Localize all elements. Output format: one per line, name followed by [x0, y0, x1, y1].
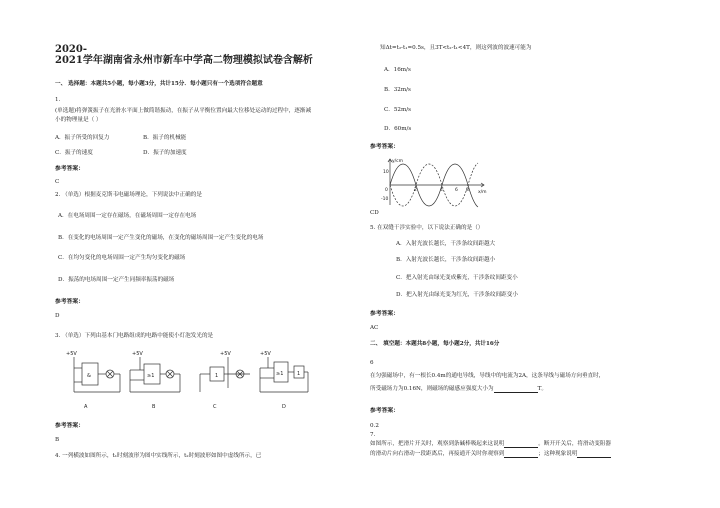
- q7-blank-1: [504, 441, 538, 448]
- q6-line2: 所受磁场力为0.16N，则磁场的磁感应强度大小为: [370, 386, 494, 392]
- q2-option-c: C．在均匀变化的电场周围一定产生均匀变化的磁场: [58, 255, 186, 261]
- circuit-d-gate2: 1: [297, 371, 301, 377]
- graph-origin: 0: [385, 188, 388, 193]
- circuit-a: [74, 357, 120, 392]
- q7-blank-3: [577, 451, 611, 458]
- q7-line2: 的滑动片向右滑动一段距离后，再接通开关时你观察到: [370, 451, 505, 457]
- q5-option-b: B．入射光波长越长，干涉条纹间距越小: [396, 257, 496, 263]
- circuit-c-letter: C: [213, 404, 217, 410]
- q1-option-b: B．振子的机械能: [143, 135, 187, 141]
- q4-stem-continued: 知Δt=t₂-t₁=0.5s，且3T<t₂-t₁<4T，则这列波的波速可能为: [380, 45, 532, 51]
- q5-option-a: A．入射光波长越长，干涉条纹间距越大: [396, 241, 496, 247]
- q3-reference-label: 参考答案：: [55, 423, 84, 429]
- q3-circuit-diagrams: [60, 344, 310, 410]
- q5-reference-label: 参考答案：: [370, 311, 399, 317]
- q2-option-a: A．在电场周围一定存在磁场，在磁场周围一定存在电场: [58, 213, 197, 219]
- q2-reference-label: 参考答案：: [55, 299, 84, 305]
- section1-heading: 一、 选择题：本题共5小题，每小题3分，共计15分．每小题只有一个选项符合题意: [55, 81, 263, 87]
- q1-option-c: C．振子的速度: [55, 150, 93, 156]
- q4-stem: 4. 一列横波如图所示，t₁时刻波形为图中实线所示，t₂时刻波形如图中虚线所示，已: [55, 453, 262, 459]
- q6-line2-wrap: [370, 385, 547, 393]
- q1-option-a: A．振子所受的回复力: [55, 135, 110, 141]
- q2-stem: 2. （单选）根据麦克斯韦电磁场理论，下列说法中正确的是: [55, 192, 202, 198]
- circuit-b-gate: ≥1: [147, 373, 155, 379]
- q6-number: 6: [370, 360, 374, 366]
- circuit-d-letter: D: [282, 404, 286, 410]
- q2-option-d: D．振荡的电场周围一定产生同频率振荡的磁场: [58, 277, 175, 283]
- graph-y-pos: 10: [383, 170, 389, 175]
- q7-line1b: 。断开开关后，将滑动变阻器: [538, 441, 611, 447]
- q2-option-b: B．在变化的电场周围一定产生变化的磁场，在变化的磁场周围一定产生变化的电场: [58, 235, 264, 241]
- circuit-a-supply: +5V: [66, 351, 77, 357]
- graph-y-neg: -10: [381, 197, 389, 202]
- q6-line1: 在匀强磁场中，有一根长0.4m的通电导线，导线中的电流为2A，这条导线与磁场方向垂直时，: [370, 373, 605, 379]
- q2-answer: D: [55, 313, 60, 319]
- graph-xtick: 6: [455, 188, 458, 193]
- q6-answer: 0.2: [370, 423, 379, 429]
- q1-option-d: D．振子的加速度: [143, 150, 187, 156]
- q5-option-d: D．把入射光由绿光变为红光，干涉条纹间距变小: [396, 292, 518, 298]
- graph-xtick: 2: [414, 188, 417, 193]
- doc-title-line1: 2020-: [55, 44, 87, 55]
- q1-stem-line1: (单选题)将弹簧振子在光滑水平面上做简谐振动，在振子从平衡位置向最大位移处运动的过程中，逐渐减: [55, 108, 312, 114]
- circuit-c: [200, 357, 250, 392]
- q4-option-a: A．16m/s: [384, 67, 411, 73]
- q1-answer: C: [55, 179, 60, 185]
- q7-line1: 如图所示，把滑片开关时，观察到条碱棒吸起来这说明: [370, 441, 505, 447]
- circuit-c-supply: +5V: [220, 351, 231, 357]
- q4-option-d: D．60m/s: [384, 126, 412, 132]
- q4-answer: CD: [370, 210, 379, 216]
- q1-reference-label: 参考答案：: [55, 166, 84, 172]
- q5-option-c: C．把入射光由绿光变成紫光，干涉条纹间距变小: [396, 275, 518, 281]
- circuit-c-gate: 1: [215, 373, 219, 379]
- circuit-d: [260, 357, 308, 392]
- q7-line1-wrap: [370, 440, 611, 448]
- q4-option-b: B．32m/s: [384, 87, 411, 93]
- solid-wave: [390, 164, 478, 207]
- circuit-a-gate: &: [87, 373, 91, 379]
- doc-title-line2: 2021学年湖南省永州市新车中学高二物理模拟试卷含解析: [55, 55, 313, 66]
- graph-xtick: 4: [440, 188, 443, 193]
- dashed-wave: [390, 163, 478, 206]
- q7-blank-2: [504, 451, 538, 458]
- circuit-d-gate1: ≥1: [276, 371, 284, 377]
- circuit-b: [130, 357, 180, 392]
- graph-ylabel: y/cm: [392, 159, 404, 164]
- q6-unit: T。: [537, 386, 547, 392]
- q4-wave-graph: [380, 155, 490, 211]
- q6-reference-label: 参考答案：: [370, 408, 399, 414]
- q4-reference-label: 参考答案：: [370, 144, 399, 150]
- section2-heading: 二、 填空题：本题共8小题，每小题2分，共计16分: [370, 341, 500, 347]
- circuit-a-letter: A: [84, 404, 88, 410]
- q3-stem: 3. （单选）下列由基本门电路组成的电路中能使小灯泡发光的是: [55, 333, 214, 339]
- q6-blank: [494, 386, 538, 393]
- q1-stem-line2: 小的物理量是（ ）: [55, 117, 102, 123]
- graph-xlabel: x/m: [478, 190, 487, 195]
- q7-number: 7.: [370, 432, 376, 438]
- q5-answer: AC: [370, 325, 379, 331]
- circuit-b-supply: +5V: [132, 351, 143, 357]
- q7-line2-wrap: [370, 450, 611, 458]
- q5-stem: 5. 在双缝干涉实验中，以下说法正确的是（）: [370, 225, 484, 231]
- q3-answer: B: [55, 437, 60, 443]
- q1-number: 1.: [55, 97, 61, 103]
- circuit-b-letter: B: [152, 404, 156, 410]
- q4-option-c: C．52m/s: [384, 107, 412, 113]
- graph-xtick: 8: [466, 188, 469, 193]
- q7-line2b: ；这种现象说明: [538, 451, 578, 457]
- circuit-d-supply: +5V: [260, 351, 271, 357]
